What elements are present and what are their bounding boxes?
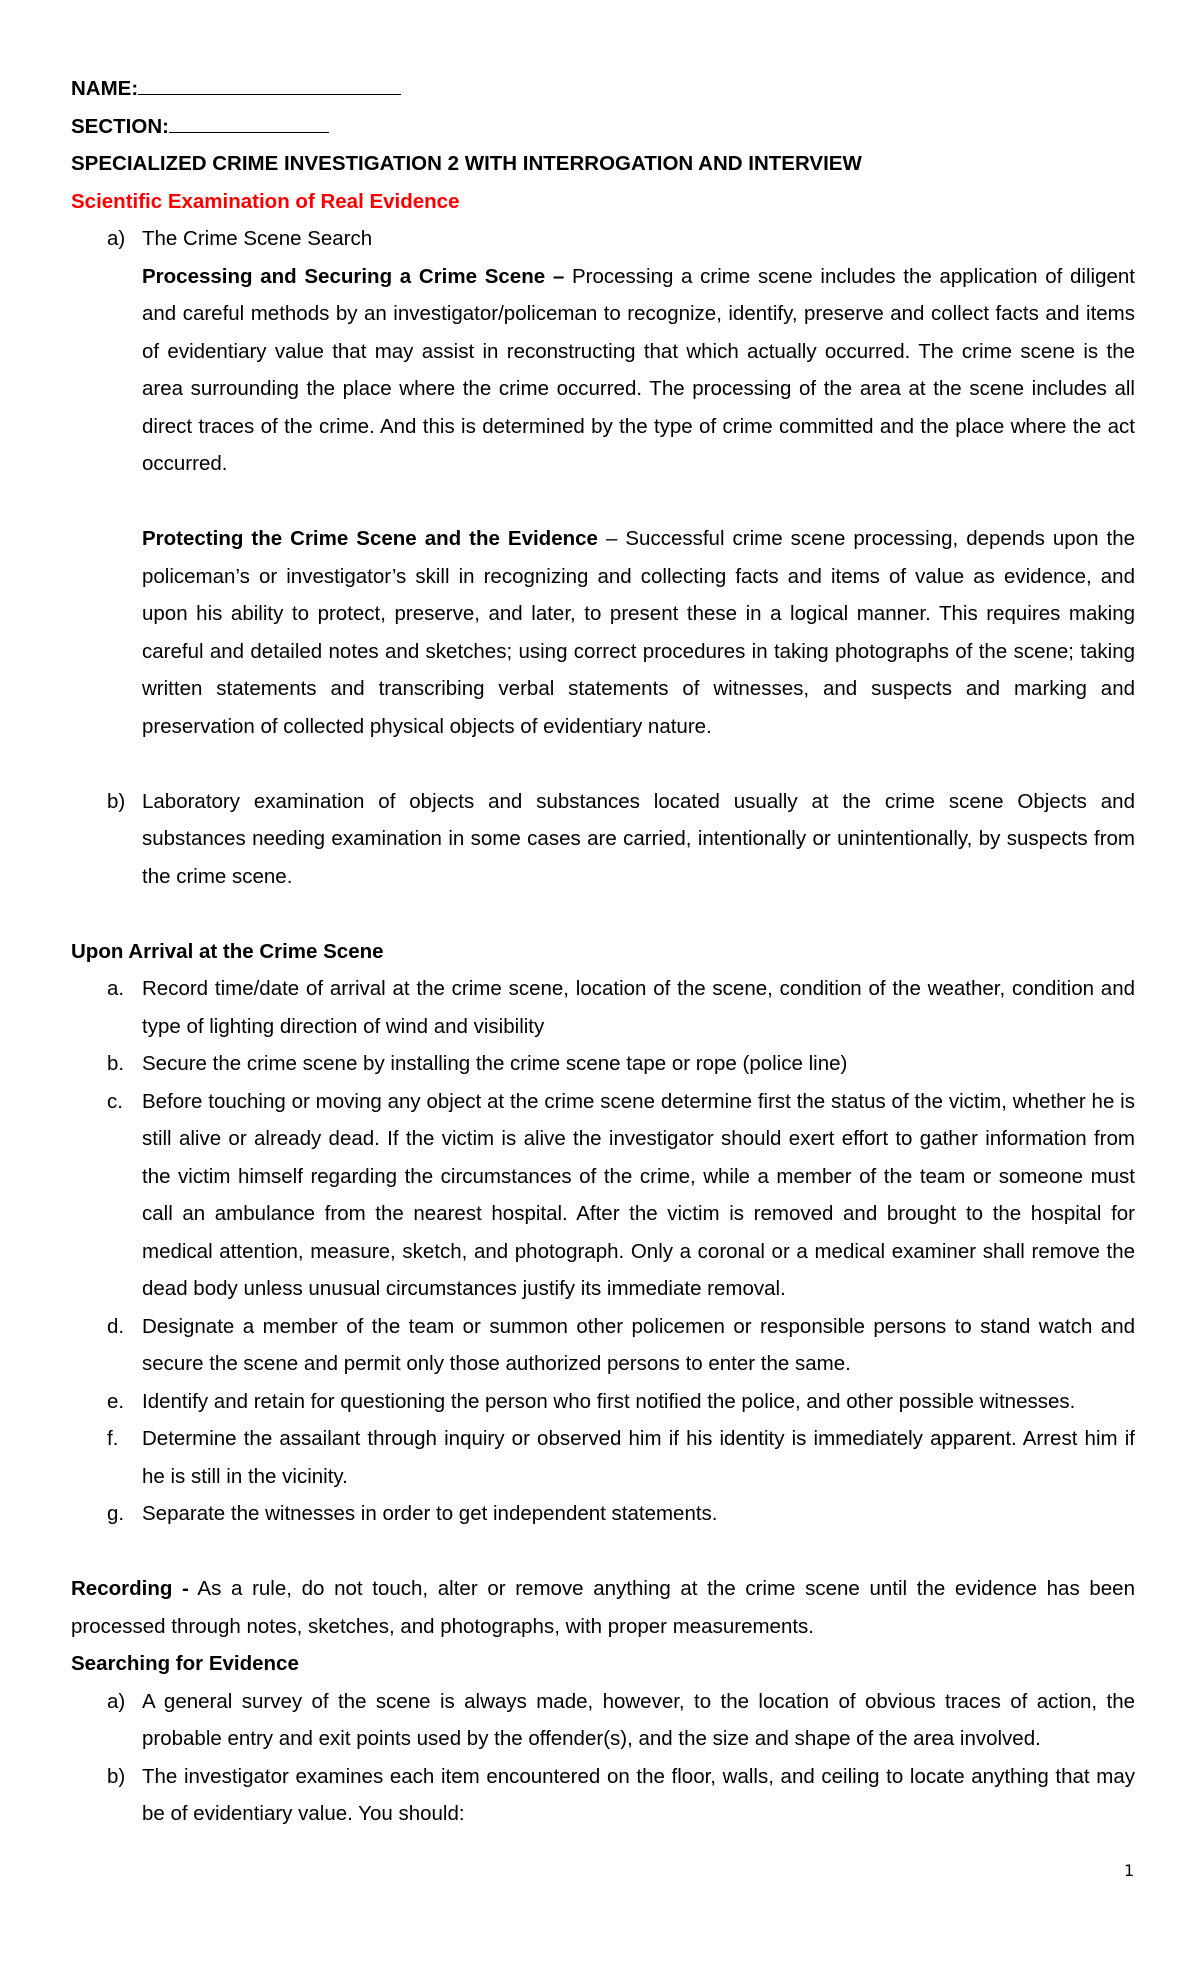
spacer: [71, 1533, 1135, 1571]
list-item-text: Designate a member of the team or summon other policemen or responsible persons to stand watch and secure the scene and permit only those authorized persons to enter the same.: [142, 1314, 1135, 1375]
name-line: [71, 70, 1135, 108]
spacer: [71, 745, 1135, 783]
list-item-text: Record time/date of arrival at the crime scene, location of the scene, condition of the weather, condition and type of lighting direction of wind and visibility: [142, 977, 1135, 1038]
protecting-heading: Protecting the Crime Scene and the Evidence: [142, 527, 598, 550]
protecting-paragraph: [71, 520, 1135, 745]
page-number: 1: [1124, 1861, 1135, 1880]
recording-text: As a rule, do not touch, alter or remove anything at the crime scene until the evidence has been processed through notes, sketches, and photographs, with proper measurements.: [71, 1577, 1135, 1638]
arrival-item: [71, 1045, 1135, 1083]
arrival-item: [71, 970, 1135, 1045]
searching-heading: Searching for Evidence: [71, 1652, 299, 1675]
list-item-label: The Crime Scene Search: [142, 227, 373, 250]
list-marker: a.: [107, 977, 125, 1000]
list-marker: f.: [107, 1427, 119, 1450]
arrival-item: [71, 1420, 1135, 1495]
searching-item: [71, 1683, 1135, 1758]
name-label: NAME:: [71, 77, 139, 100]
name-blank: [138, 74, 401, 95]
list-marker: b): [107, 1764, 126, 1788]
recording-paragraph: [71, 1570, 1135, 1645]
list-item-text: Identify and retain for questioning the person who first notified the police, and other possible witnesses.: [142, 1389, 1076, 1413]
list-marker: e.: [107, 1389, 125, 1413]
list-marker: a): [107, 227, 126, 250]
section-blank: [169, 112, 329, 133]
searching-item: [71, 1758, 1135, 1833]
arrival-item: [71, 1083, 1135, 1308]
topic-title: Scientific Examination of Real Evidence: [71, 189, 460, 213]
list-item-text: Determine the assailant through inquiry or observed him if his identity is immediately apparent. Arrest him if he is still in the vicinity.: [142, 1427, 1135, 1488]
list-item-text: The investigator examines each item encountered on the floor, walls, and ceiling to locate anything that may be of evidentiary value. You should:: [142, 1764, 1135, 1825]
processing-paragraph: [71, 258, 1135, 483]
section-label: SECTION:: [71, 114, 169, 138]
list-marker: a): [107, 1689, 126, 1713]
list-marker: d.: [107, 1314, 125, 1338]
list-item-text: Secure the crime scene by installing the crime scene tape or rope (police line): [142, 1052, 848, 1075]
list-item-laboratory-examination: [71, 783, 1135, 896]
course-title: SPECIALIZED CRIME INVESTIGATION 2 WITH INTERROGATION AND INTERVIEW: [71, 152, 862, 175]
list-marker: b): [107, 789, 126, 813]
list-item-text: Laboratory examination of objects and substances located usually at the crime scene Objects and substances needing examination in some cases are carried, intentionally or unintentionally, by suspects from the crime scene.: [142, 789, 1135, 888]
section-line: [71, 108, 1135, 146]
protecting-text: – Successful crime scene processing, depends upon the policeman’s or investigator’s skill in recognizing and collecting facts and items of value as evidence, and upon his ability to protect, preserve, and later, to present these in a logical manner. This requires making careful and detailed notes and sketches; using correct procedures in taking photographs of the scene; taking written statements and transcribing verbal statements of witnesses, and suspects and marking and preservation of collected physical objects of evidentiary nature.: [142, 527, 1135, 738]
arrival-item: [71, 1308, 1135, 1383]
list-marker: g.: [107, 1502, 125, 1525]
list-item-crime-scene-search: [71, 220, 1135, 258]
list-item-text: Separate the witnesses in order to get independent statements.: [142, 1502, 718, 1525]
recording-heading: Recording -: [71, 1577, 189, 1600]
arrival-item: [71, 1495, 1135, 1533]
spacer: [71, 895, 1135, 933]
arrival-heading: Upon Arrival at the Crime Scene: [71, 939, 384, 963]
list-item-text: A general survey of the scene is always made, however, to the location of obvious traces of action, the probable entry and exit points used by the offender(s), and the size and shape of the area involved.: [142, 1689, 1135, 1750]
document-body: [71, 70, 1135, 1833]
arrival-item: [71, 1383, 1135, 1421]
list-marker: c.: [107, 1089, 123, 1113]
processing-heading: Processing and Securing a Crime Scene –: [142, 264, 565, 288]
processing-text: Processing a crime scene includes the application of diligent and careful methods by an investigator/policeman to recognize, identify, preserve and collect facts and items of evidentiary value that may assist in reconstructing that which actually occurred. The crime scene is the area surrounding the place where the crime occurred. The processing of the area at the scene includes all direct traces of the crime. And this is determined by the type of crime committed and the place where the act occurred.: [142, 264, 1135, 475]
list-item-text: Before touching or moving any object at the crime scene determine first the status of the victim, whether he is still alive or already dead. If the victim is alive the investigator should exert effort to gather information from the victim himself regarding the circumstances of the crime, while a member of the team or someone must call an ambulance from the nearest hospital. After the victim is removed and brought to the hospital for medical attention, measure, sketch, and photograph. Only a coronal or a medical examiner shall remove the dead body unless unusual circumstances justify its immediate removal.: [142, 1089, 1135, 1300]
spacer: [71, 483, 1135, 521]
list-marker: b.: [107, 1052, 125, 1075]
